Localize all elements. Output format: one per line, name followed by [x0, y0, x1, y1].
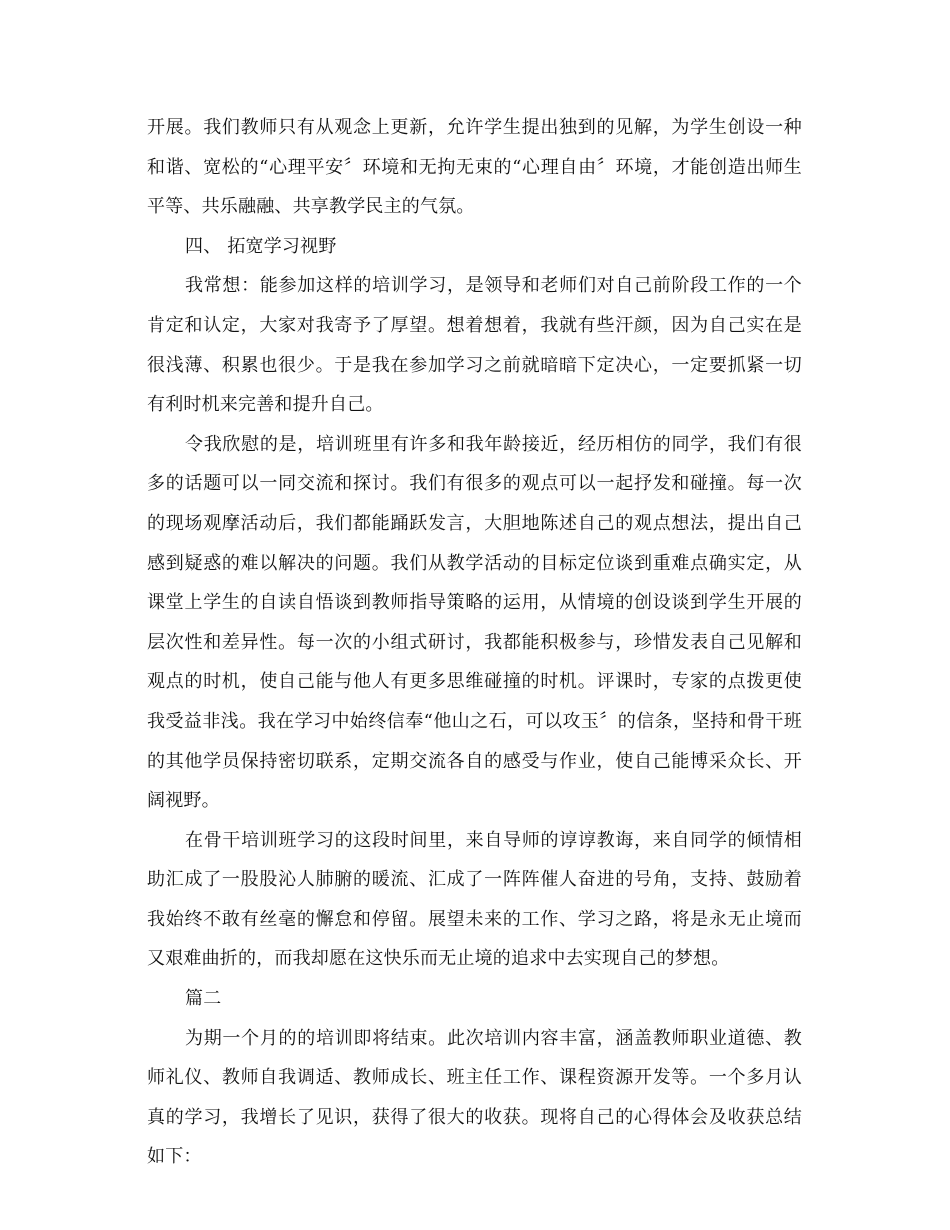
section-heading-four: 四、 拓宽学习视野: [185, 235, 337, 257]
paragraph: 为期一个月的的培训即将结束。此次培训内容丰富，涵盖教师职业道德、教师礼仪、教师自我调适、教师成长、班主任工作、课程资源开发等。一个多月认真的学习，我增长了见识，获得了很大的收获。现将自己的心得体会及收获总结如下：: [147, 1027, 802, 1168]
section-heading-part-two: 篇二: [185, 988, 222, 1010]
paragraph: 令我欣慰的是，培训班里有许多和我年龄接近，经历相仿的同学，我们有很多的话题可以一同交流和探讨。我们有很多的观点可以一起抒发和碰撞。每一次的现场观摩活动后，我们都能踊跃发言，大胆地陈述自己的观点想法，提出自己感到疑惑的难以解决的问题。我们从教学活动的目标定位谈到重难点确实定，从课堂上学生的自读自悟谈到教师指导策略的运用，从情境的创设谈到学生开展的层次性和差异性。每一次的小组式研讨，我都能积极参与，珍惜发表自己见解和观点的时机，使自己能与他人有更多思维碰撞的时机。评课时，专家的点拨更使我受益非浅。我在学习中始终信奉“他山之石，可以攻玉〞的信条，坚持和骨干班的其他学员保持密切联系，定期交流各自的感受与作业，使自己能博采众长、开阔视野。: [147, 433, 802, 812]
paragraph-continuation: 开展。我们教师只有从观念上更新，允许学生提出独到的见解，为学生创设一种和谐、宽松的“心理平安〞环境和无拘无束的“心理自由〞环境，才能创造出师生平等、共乐融融、共享教学民主的气氛。: [147, 117, 802, 218]
paragraph: 在骨干培训班学习的这段时间里，来自导师的谆谆教诲，来自同学的倾情相助汇成了一股股沁人肺腑的暖流、汇成了一阵阵催人奋进的号角，支持、鼓励着我始终不敢有丝毫的懈怠和停留。展望未来的工作、学习之路，将是永无止境而又艰难曲折的，而我却愿在这快乐而无止境的追求中去实现自己的梦想。: [147, 829, 802, 970]
document-body: [147, 108, 802, 1177]
paragraph: 我常想：能参加这样的培训学习，是领导和老师们对自己前阶段工作的一个肯定和认定，大家对我寄予了厚望。想着想着，我就有些汗颜，因为自己实在是很浅薄、积累也很少。于是我在参加学习之前就暗暗下定决心，一定要抓紧一切有利时机来完善和提升自己。: [147, 275, 802, 416]
